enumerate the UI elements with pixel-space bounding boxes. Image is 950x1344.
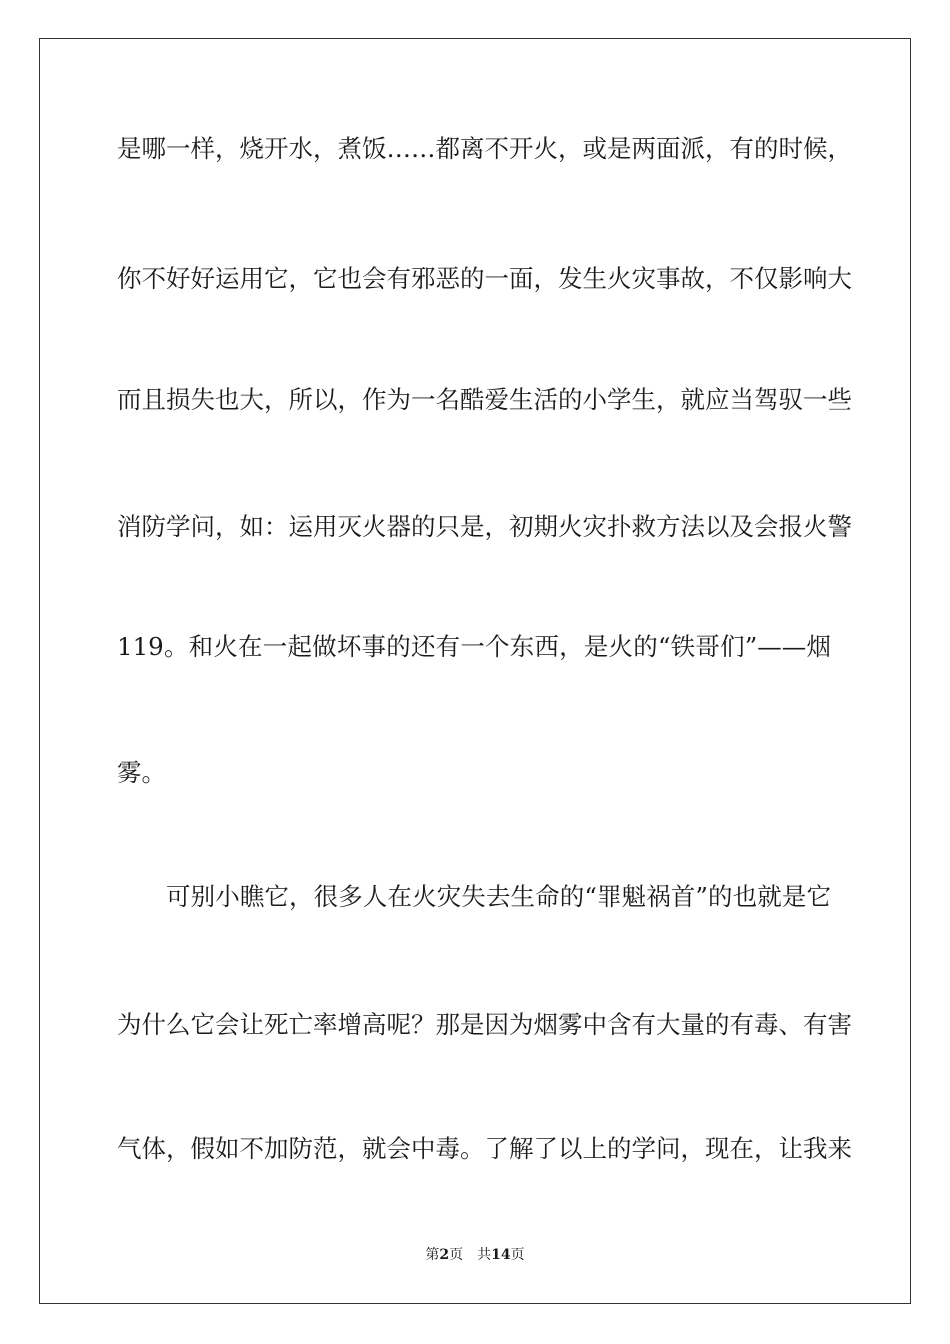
paragraph-line-9: 气体，假如不加防范，就会中毒。了解了以上的学问，现在，让我来 xyxy=(117,1134,852,1163)
paragraph-line-6: 雾。 xyxy=(117,758,166,787)
paragraph-line-5: 119。和火在一起做坏事的还有一个东西，是火的“铁哥们”——烟 xyxy=(117,632,831,661)
paragraph-line-3: 而且损失也大，所以，作为一名酷爱生活的小学生，就应当驾驭一些 xyxy=(117,385,852,414)
paragraph-line-7: 可别小瞧它，很多人在火灾失去生命的“罪魁祸首”的也就是它 xyxy=(166,882,831,911)
paragraph-line-2: 你不好好运用它，它也会有邪恶的一面，发生火灾事故，不仅影响大 xyxy=(117,264,852,293)
page-border xyxy=(39,38,911,1304)
page-number-footer xyxy=(0,1246,950,1264)
current-page-number: 2 xyxy=(439,1247,450,1263)
paragraph-line-1: 是哪一样，烧开水，煮饭……都离不开火，或是两面派，有的时候， xyxy=(117,134,852,163)
footer-prefix: 第 xyxy=(425,1247,440,1263)
footer-suffix: 页 xyxy=(510,1247,525,1263)
paragraph-line-4: 消防学问，如：运用灭火器的只是，初期火灾扑救方法以及会报火警 xyxy=(117,512,852,541)
total-pages-number: 14 xyxy=(491,1247,511,1263)
footer-mid: 页 共 xyxy=(449,1247,492,1263)
paragraph-line-8: 为什么它会让死亡率增高呢？那是因为烟雾中含有大量的有毒、有害 xyxy=(117,1010,852,1039)
